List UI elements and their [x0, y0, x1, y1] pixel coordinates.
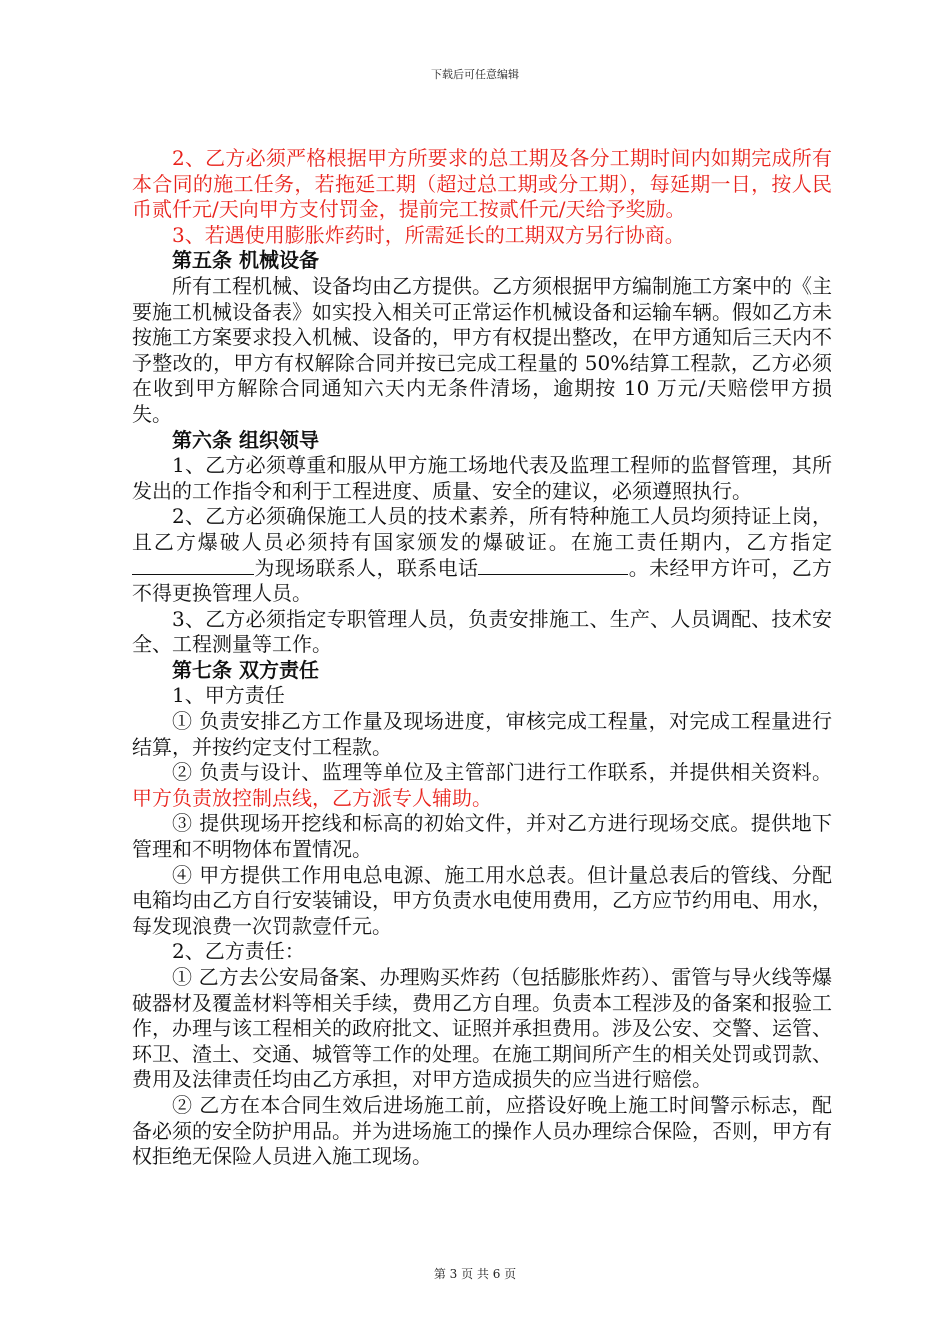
paragraph-machinery: 所有工程机械、设备均由乙方提供。乙方须根据甲方编制施工方案中的《主要施工机械设备表》如实投入相关可正常运作机械设备和运输车辆。假如乙方未按施工方案要求投入机械、设备的，甲方有权提出整改，在甲方通知后三天内不予整改的，甲方有权解除合同并按已完成工程量的 50%结算工程款，乙方必须在收到甲方解除合同通知六天内无条件清场，逾期按 10 万元/天赔偿甲方损失。: [132, 273, 832, 426]
document-body: [132, 146, 832, 1170]
heading-article-7: 第七条 双方责任: [172, 657, 319, 682]
page-header: 下载后可任意编辑: [431, 68, 519, 81]
paragraph-party-a-item-3: ③ 提供现场开挖线和标高的初始文件，并对乙方进行现场交底。提供地下管理和不明物体布置情况。: [132, 811, 832, 862]
paragraph-party-a-item-1: ① 负责安排乙方工作量及现场进度，审核完成工程量，对完成工程量进行结算，并按约定支付工程款。: [132, 709, 832, 759]
paragraph-party-a-item-2: [132, 760, 832, 811]
paragraph-contact-person: [132, 504, 832, 606]
paragraph-expansion-explosive: 3、若遇使用膨胀炸药时，所需延长的工期双方另行协商。: [172, 222, 685, 247]
contact-phone-blank[interactable]: [478, 556, 628, 575]
contact-text-c: 。未经甲方许可，乙方不得更换管理人员。: [132, 555, 833, 606]
contact-person-blank[interactable]: [132, 556, 254, 575]
heading-article-6: 第六条 组织领导: [172, 427, 319, 452]
paragraph-management-staff: 3、乙方必须指定专职管理人员，负责安排施工、生产、人员调配、技术安全、工程测量等工作。: [132, 606, 832, 657]
party-a-item-2-red-text: 甲方负责放控制点线，乙方派专人辅助。: [132, 785, 492, 810]
contact-text-b: 为现场联系人，联系电话: [254, 555, 479, 580]
party-a-item-2-text: ② 负责与设计、监理等单位及主管部门进行工作联系，并提供相关资料。: [172, 760, 832, 785]
heading-article-5: 第五条 机械设备: [172, 248, 319, 273]
paragraph-party-a-item-4: ④ 甲方提供工作用电总电源、施工用水总表。但计量总表后的管线、分配电箱均由乙方自行安装铺设，甲方负责水电使用费用，乙方应节约用电、用水，每发现浪费一次罚款壹仟元。: [132, 862, 832, 938]
page-footer: 第 3 页 共 6 页: [433, 1267, 517, 1281]
paragraph-party-a-title: 1、甲方责任: [172, 683, 285, 708]
paragraph-party-b-item-1: ① 乙方去公安局备案、办理购买炸药（包括膨胀炸药）、雷管与导火线等爆破器材及覆盖材料等相关手续，费用乙方自理。负责本工程涉及的备案和报验工作，办理与该工程相关的政府批文、证照并承担费用。涉及公安、交警、运管、环卫、渣土、交通、城管等工作的处理。在施工期间所产生的相关处罚或罚款、费用及法律责任均由乙方承担，对甲方造成损失的应当进行赔偿。: [132, 965, 832, 1092]
paragraph-party-b-item-2: ② 乙方在本合同生效后进场施工前，应搭设好晚上施工时间警示标志，配备必须的安全防护用品。并为进场施工的操作人员办理综合保险，否则，甲方有权拒绝无保险人员进入施工现场。: [132, 1092, 832, 1169]
paragraph-party-b-title: 2、乙方责任：: [172, 939, 305, 964]
paragraph-obey-supervision: 1、乙方必须尊重和服从甲方施工场地代表及监理工程师的监督管理，其所发出的工作指令和利于工程进度、质量、安全的建议，必须遵照执行。: [132, 453, 832, 503]
paragraph-delay-penalty: 2、乙方必须严格根据甲方所要求的总工期及各分工期时间内如期完成所有本合同的施工任务，若拖延工期（超过总工期或分工期），每延期一日，按人民币贰仟元/天向甲方支付罚金，提前完工按贰仟元/天给予奖励。: [132, 146, 832, 222]
contact-text-a: 2、乙方必须确保施工人员的技术素养，所有特种施工人员均须持证上岗，且乙方爆破人员必须持有国家颁发的爆破证。在施工责任期内，乙方指定: [132, 504, 832, 554]
